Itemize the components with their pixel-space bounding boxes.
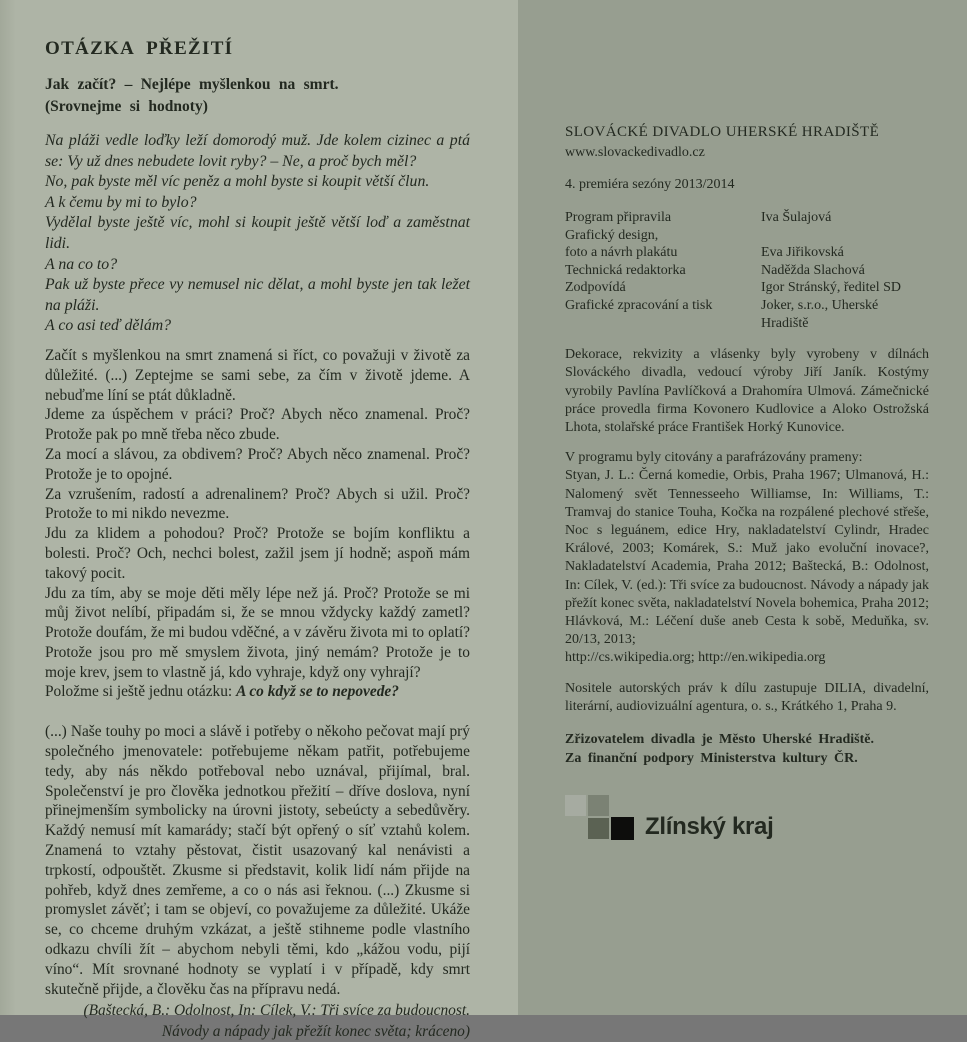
credit-value xyxy=(761,227,929,245)
credit-value: Igor Stránský, ředitel SD xyxy=(761,280,901,296)
credit-label: Zodpovídá xyxy=(565,280,626,296)
body-text-2: (...) Naše touhy po moci a slávě i potřeby o někoho pečovat mají prý společného jmenovatele: potřebujeme někam patřit, potřebujeme tedy, aby nás někdo potřeboval nebo uznával, přijímal, bral. Společenství je pro člověka jednotkou přežití – dříve doslova, nyní přinejmenším symbolicky na úrovni jistoty, sebeúcty a sebedůvěry. Každý nemusí mít kamarády; stačí být opřený o síť vztahů kolem. Znamená to vztahy pěstovat, čistit usazovaný kal nenávisti a trpkostí, odpouštět. Zkusme si představit, kolik lidí nám přijde na pohřeb, když dnes zemřeme, a co o nás asi řeknou. (...) Zkusme si promyslet závěť; i tam se objeví, co považujeme za důležité. Ukáže se, co chceme druhým vzkázat, a ještě stihneme podle vlastního odkazu chvíli žít – abychom nebyli těmi, kdo „kážou vodu, pijí víno“. Mít srovnané hodnoty se vyplatí i v případě, kdy smrt skutečně přijde, a člověku čas na přípravu nedá. xyxy=(45,723,470,998)
logo-squares-icon xyxy=(565,795,634,841)
credit-row xyxy=(565,244,929,262)
credit-label: Grafické zpracování a tisk xyxy=(565,297,713,313)
sources-list: Styan, J. L.: Černá komedie, Orbis, Praha 1967; Ulmanová, H.: Nalomený svět Tennesseeho Williamse, In: Williams, T.: Tramvaj do stanice Touha, Kočka na rozpálené plechové střeše, Noc s leguánem, edice Hry, nakladatelství Cylindr, Hradec Králové, 2003; Komárek, S.: Muž jako evoluční inovace?, Nakladatelství Academia, Praha 2012; Baštecká, B.: Odolnost, In: Cílek, V. (ed.): Tři svíce za budoucnost. Návody a nápady jak přežít konec světa, nakladatelství Novela bohemica, Praha 2012; Hlávková, M.: Léčení duše aneb Cesta k sobě, Meduňka, sv. 20/13, 2013; http://cs.wikipedia.org; http://en.wikipedia.org xyxy=(565,468,929,666)
logo-square-dark xyxy=(588,818,609,839)
logo-square-black xyxy=(611,817,634,840)
credit-label: foto a návrh plakátu xyxy=(565,245,678,261)
credit-row xyxy=(565,279,929,297)
credit-label: Program připravila xyxy=(565,210,672,225)
credit-row xyxy=(565,209,929,227)
credit-value: Joker, s.r.o., Uherské Hradiště xyxy=(761,297,879,331)
article-title: OTÁZKA PŘEŽITÍ xyxy=(45,38,234,59)
credit-value: Eva Jiřikovská xyxy=(761,245,844,261)
founder-note: Zřizovatelem divadla je Město Uherské Hradiště. Za finanční podpory Ministerstva kultury ČR. xyxy=(565,732,874,767)
credit-label: Grafický design, xyxy=(565,227,659,243)
logo-label: Zlínský kraj xyxy=(645,813,774,841)
credit-row xyxy=(565,297,929,332)
credit-row xyxy=(565,227,929,245)
dialogue-quote: Na pláži vedle loďky leží domorodý muž. Jde kolem cizinec a ptá se: Vy už dnes nebudete lovit ryby? – Ne, a proč bych měl? No, pak byste měl víc peněz a mohl byste si koupit větší člun. A k čemu by mi to bylo? Vydělal byste ještě víc, mohl si koupit ještě větší loď a zaměstnat lidi. A na co to? Pak už byste přece vy nemusel nic dělat, a mohl byste jen tak ležet na pláži. A co asi teď dělám? xyxy=(45,132,470,335)
theatre-website: www.slovackedivadlo.cz xyxy=(565,145,705,160)
closing-question-lead: Položme si ještě jednu otázku: xyxy=(45,683,237,701)
body-text-1: Začít s myšlenkou na smrt znamená si říct, co považuji v životě za důležité. (...) Zeptejme se sami sebe, za čím v životě jdeme. A nebuďme líní se ptát důkladně. Jdeme za úspěchem v práci? Proč? Abych něco znamenal. Proč? Protože pak po mně třeba něco zbude. Za mocí a slávou, za obdivem? Proč? Abych něco znamenal. Proč? Protože je to opojné. Za vzrušením, radostí a adrenalinem? Proč? Abych si užil. Proč? Protože to mi nikdo nevezme. Jdu za klidem a pohodou? Proč? Protože se bojím konfliktu a bolesti. Proč? Och, nechci bolest, zažil jsem jí hodně; aspoň mám takový pocit. Jdu za tím, aby se moje děti měly lépe než já. Proč? Protože se mi můj život nelíbí, připadám si, že se mnou vždycky každý zametl? Protože doufám, že mi budou vděčné, a v závěru života mi to oplatí? Protože jsou pro mě smyslem života, jiný nemám? Protože je to moje krev, jsem to vlastně já, kdo vyhraje, když ony vyhrají? xyxy=(45,346,470,681)
premiere-info: 4. premiéra sezóny 2013/2014 xyxy=(565,177,735,192)
source-citation: (Baštecká, B.: Odolnost, In: Cílek, V.: Tři svíce za budoucnost. Návody a nápady jak přežít konec světa; kráceno) xyxy=(83,1002,470,1040)
right-page xyxy=(518,0,967,1015)
sources-intro: V programu byly citovány a parafrázovány prameny: xyxy=(565,450,863,466)
logo-square-mid xyxy=(588,795,609,816)
credit-value: Iva Šulajová xyxy=(761,210,832,225)
zlinsky-kraj-logo xyxy=(565,795,929,841)
credits-table xyxy=(565,209,929,332)
credit-row xyxy=(565,262,929,280)
theatre-name: SLOVÁCKÉ DIVADLO UHERSKÉ HRADIŠTĚ xyxy=(565,124,880,140)
article-subtitle: Jak začít? – Nejlépe myšlenkou na smrt. (Srovnejme si hodnoty) xyxy=(45,76,339,115)
closing-question-line xyxy=(45,682,470,702)
rights-note: Nositele autorských práv k dílu zastupuje DILIA, divadelní, literární, audiovizuální agentura, o. s., Krátkého 1, Praha 9. xyxy=(565,680,929,714)
production-note: Dekorace, rekvizity a vlásenky byly vyrobeny v dílnách Slováckého divadla, vedoucí výroby Jiří Janík. Kostýmy vyrobily Pavlína Pavlíčková a Drahomíra Ulmová. Zámečnické práce provedla firma Kovonero Kudlovice a Aloko Ostrožská Lhota, stolařské práce František Horký Kunovice. xyxy=(565,347,929,435)
credit-label: Technická redaktorka xyxy=(565,262,686,278)
spine-shadow xyxy=(0,0,16,1015)
credit-value: Naděžda Slachová xyxy=(761,262,865,278)
logo-square-light xyxy=(565,795,586,816)
closing-question-emphasis: A co když se to nepovede? xyxy=(236,683,399,701)
